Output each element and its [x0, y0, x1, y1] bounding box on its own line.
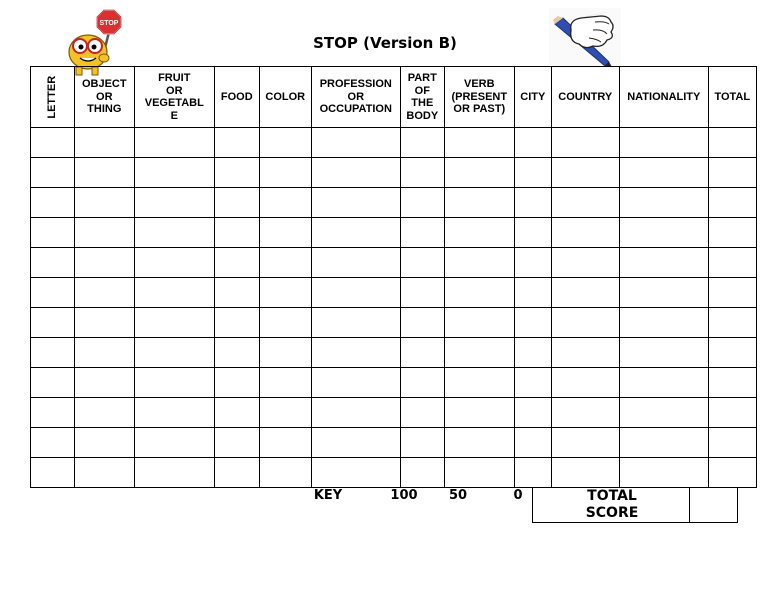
answer-cell[interactable]	[74, 308, 134, 338]
answer-cell[interactable]	[134, 248, 214, 278]
header-label: VERB (PRESENT OR PAST)	[451, 78, 508, 116]
table-row	[31, 128, 757, 158]
answer-cell[interactable]	[74, 368, 134, 398]
table-row	[31, 188, 757, 218]
answer-cell[interactable]	[31, 188, 75, 218]
header-color	[259, 67, 311, 128]
answer-cell[interactable]	[74, 428, 134, 458]
header-label: FOOD	[220, 90, 253, 103]
answer-cell[interactable]	[619, 248, 708, 278]
header-row	[31, 67, 757, 128]
page-title: STOP (Version B)	[313, 34, 457, 52]
answer-cell[interactable]	[259, 368, 311, 398]
stop-sign-text: STOP	[99, 20, 119, 27]
answer-cell[interactable]	[311, 218, 400, 248]
answer-cell[interactable]	[444, 158, 514, 188]
answer-cell[interactable]	[708, 158, 756, 188]
answer-cell[interactable]	[619, 278, 708, 308]
header-label: FRUIT OR VEGETABL E	[144, 72, 204, 122]
header-verb	[444, 67, 514, 128]
answer-cell[interactable]	[311, 428, 400, 458]
answer-cell[interactable]	[134, 128, 214, 158]
answer-cell[interactable]	[31, 158, 75, 188]
header-city	[514, 67, 551, 128]
answer-cell[interactable]	[214, 158, 259, 188]
answer-cell[interactable]	[551, 338, 619, 368]
answer-cell[interactable]	[31, 278, 75, 308]
answer-cell[interactable]	[400, 248, 444, 278]
answer-cell[interactable]	[619, 128, 708, 158]
answer-cell[interactable]	[514, 458, 551, 488]
answer-cell[interactable]	[619, 338, 708, 368]
answer-cell[interactable]	[400, 338, 444, 368]
answer-cell[interactable]	[551, 308, 619, 338]
answer-cell[interactable]	[214, 248, 259, 278]
answer-cell[interactable]	[214, 428, 259, 458]
answer-cell[interactable]	[444, 218, 514, 248]
answer-cell[interactable]	[708, 428, 756, 458]
answer-cell[interactable]	[31, 398, 75, 428]
header-fruit	[134, 67, 214, 128]
answer-cell[interactable]	[444, 368, 514, 398]
header-label: PROFESSION OR OCCUPATION	[319, 78, 392, 116]
answer-cell[interactable]	[551, 458, 619, 488]
answer-cell[interactable]	[31, 458, 75, 488]
header-country	[551, 67, 619, 128]
answer-cell[interactable]	[514, 308, 551, 338]
answer-cell[interactable]	[444, 428, 514, 458]
answer-cell[interactable]	[31, 218, 75, 248]
header-profession	[311, 67, 400, 128]
answer-cell[interactable]	[134, 338, 214, 368]
answer-cell[interactable]	[134, 308, 214, 338]
answer-cell[interactable]	[708, 248, 756, 278]
answer-cell[interactable]	[31, 248, 75, 278]
answer-cell[interactable]	[311, 308, 400, 338]
answer-cell[interactable]	[214, 218, 259, 248]
answer-cell[interactable]	[214, 338, 259, 368]
answer-cell[interactable]	[259, 458, 311, 488]
answer-cell[interactable]	[551, 218, 619, 248]
answer-cell[interactable]	[134, 368, 214, 398]
total-score-divider	[689, 487, 690, 523]
header-label: COLOR	[265, 90, 306, 103]
answer-cell[interactable]	[708, 398, 756, 428]
answer-cell[interactable]	[134, 398, 214, 428]
answer-cell[interactable]	[514, 188, 551, 218]
answer-cell[interactable]	[619, 458, 708, 488]
grid-body	[31, 128, 757, 488]
answer-cell[interactable]	[400, 368, 444, 398]
answer-cell[interactable]	[514, 158, 551, 188]
answer-cell[interactable]	[444, 278, 514, 308]
answer-cell[interactable]	[551, 398, 619, 428]
answer-cell[interactable]	[259, 248, 311, 278]
header-object	[74, 67, 134, 128]
header-total	[708, 67, 756, 128]
table-row	[31, 308, 757, 338]
total-score-label: TOTAL SCORE	[585, 488, 639, 521]
answer-cell[interactable]	[74, 128, 134, 158]
answer-cell[interactable]	[311, 368, 400, 398]
answer-cell[interactable]	[551, 368, 619, 398]
answer-cell[interactable]	[514, 338, 551, 368]
answer-cell[interactable]	[74, 158, 134, 188]
answer-cell[interactable]	[214, 458, 259, 488]
answer-cell[interactable]	[551, 428, 619, 458]
table-row	[31, 158, 757, 188]
answer-cell[interactable]	[74, 398, 134, 428]
answer-cell[interactable]	[514, 248, 551, 278]
answer-cell[interactable]	[74, 458, 134, 488]
answer-cell[interactable]	[551, 188, 619, 218]
header-label: NATIONALITY	[627, 90, 701, 103]
answer-cell[interactable]	[708, 218, 756, 248]
answer-cell[interactable]	[400, 158, 444, 188]
header-label: CITY	[520, 90, 546, 103]
answer-cell[interactable]	[259, 428, 311, 458]
answer-cell[interactable]	[259, 338, 311, 368]
answer-cell[interactable]	[134, 428, 214, 458]
header-label: LETTER	[46, 75, 59, 119]
header-letter	[31, 67, 75, 128]
answer-cell[interactable]	[74, 218, 134, 248]
answer-cell[interactable]	[619, 398, 708, 428]
hand-with-pencil-icon	[549, 8, 621, 68]
table-row	[31, 248, 757, 278]
answer-cell[interactable]	[444, 308, 514, 338]
key-label: KEY	[313, 488, 343, 503]
answer-cell[interactable]	[400, 398, 444, 428]
table-row	[31, 458, 757, 488]
answer-cell[interactable]	[31, 308, 75, 338]
table-row	[31, 428, 757, 458]
answer-cell[interactable]	[619, 188, 708, 218]
game-grid	[30, 66, 757, 488]
key-value-0: 0	[513, 488, 523, 503]
answer-cell[interactable]	[214, 128, 259, 158]
answer-cell[interactable]	[619, 308, 708, 338]
table-row	[31, 278, 757, 308]
table-row	[31, 368, 757, 398]
key-value-50: 50	[448, 488, 468, 503]
answer-cell[interactable]	[311, 128, 400, 158]
answer-cell[interactable]	[311, 338, 400, 368]
answer-cell[interactable]	[444, 188, 514, 218]
answer-cell[interactable]	[214, 278, 259, 308]
answer-cell[interactable]	[400, 128, 444, 158]
answer-cell[interactable]	[259, 158, 311, 188]
answer-cell[interactable]	[708, 338, 756, 368]
answer-cell[interactable]	[31, 338, 75, 368]
answer-cell[interactable]	[551, 158, 619, 188]
answer-cell[interactable]	[214, 188, 259, 218]
answer-cell[interactable]	[311, 188, 400, 218]
header-food	[214, 67, 259, 128]
answer-cell[interactable]	[514, 428, 551, 458]
header-label: COUNTRY	[558, 90, 613, 103]
answer-cell[interactable]	[400, 458, 444, 488]
answer-cell[interactable]	[259, 188, 311, 218]
answer-cell[interactable]	[214, 398, 259, 428]
answer-cell[interactable]	[619, 158, 708, 188]
answer-cell[interactable]	[551, 248, 619, 278]
answer-cell[interactable]	[134, 158, 214, 188]
answer-cell[interactable]	[311, 158, 400, 188]
answer-cell[interactable]	[31, 368, 75, 398]
answer-cell[interactable]	[400, 278, 444, 308]
header-label: PART OF THE BODY	[406, 72, 439, 122]
header-label: OBJECT OR THING	[81, 78, 127, 116]
answer-cell[interactable]	[514, 218, 551, 248]
answer-cell[interactable]	[514, 398, 551, 428]
answer-cell[interactable]	[74, 278, 134, 308]
table-row	[31, 398, 757, 428]
answer-cell[interactable]	[444, 248, 514, 278]
answer-cell[interactable]	[619, 428, 708, 458]
answer-cell[interactable]	[134, 278, 214, 308]
answer-cell[interactable]	[134, 218, 214, 248]
key-value-100: 100	[390, 488, 418, 503]
answer-cell[interactable]	[444, 458, 514, 488]
answer-cell[interactable]	[214, 308, 259, 338]
answer-cell[interactable]	[400, 308, 444, 338]
header-nationality	[619, 67, 708, 128]
answer-cell[interactable]	[514, 278, 551, 308]
answer-cell[interactable]	[134, 188, 214, 218]
answer-cell[interactable]	[74, 248, 134, 278]
answer-cell[interactable]	[444, 398, 514, 428]
answer-cell[interactable]	[400, 188, 444, 218]
answer-cell[interactable]	[708, 368, 756, 398]
answer-cell[interactable]	[551, 128, 619, 158]
answer-cell[interactable]	[259, 398, 311, 428]
table-row	[31, 218, 757, 248]
answer-cell[interactable]	[74, 338, 134, 368]
answer-cell[interactable]	[259, 128, 311, 158]
answer-cell[interactable]	[400, 428, 444, 458]
answer-cell[interactable]	[708, 308, 756, 338]
answer-cell[interactable]	[400, 218, 444, 248]
answer-cell[interactable]	[259, 308, 311, 338]
header-label: TOTAL	[714, 90, 751, 103]
answer-cell[interactable]	[311, 248, 400, 278]
answer-cell[interactable]	[31, 428, 75, 458]
header-body-part	[400, 67, 444, 128]
answer-cell[interactable]	[444, 128, 514, 158]
answer-cell[interactable]	[444, 338, 514, 368]
answer-cell[interactable]	[311, 278, 400, 308]
answer-cell[interactable]	[311, 398, 400, 428]
answer-cell[interactable]	[551, 278, 619, 308]
answer-cell[interactable]	[214, 368, 259, 398]
answer-cell[interactable]	[619, 368, 708, 398]
table-row	[31, 338, 757, 368]
answer-cell[interactable]	[708, 188, 756, 218]
answer-cell[interactable]	[619, 218, 708, 248]
answer-cell[interactable]	[708, 278, 756, 308]
answer-cell[interactable]	[311, 458, 400, 488]
answer-cell[interactable]	[259, 278, 311, 308]
answer-cell[interactable]	[708, 128, 756, 158]
answer-cell[interactable]	[31, 128, 75, 158]
answer-cell[interactable]	[708, 458, 756, 488]
answer-cell[interactable]	[134, 458, 214, 488]
answer-cell[interactable]	[514, 368, 551, 398]
answer-cell[interactable]	[259, 218, 311, 248]
answer-cell[interactable]	[74, 188, 134, 218]
answer-cell[interactable]	[514, 128, 551, 158]
